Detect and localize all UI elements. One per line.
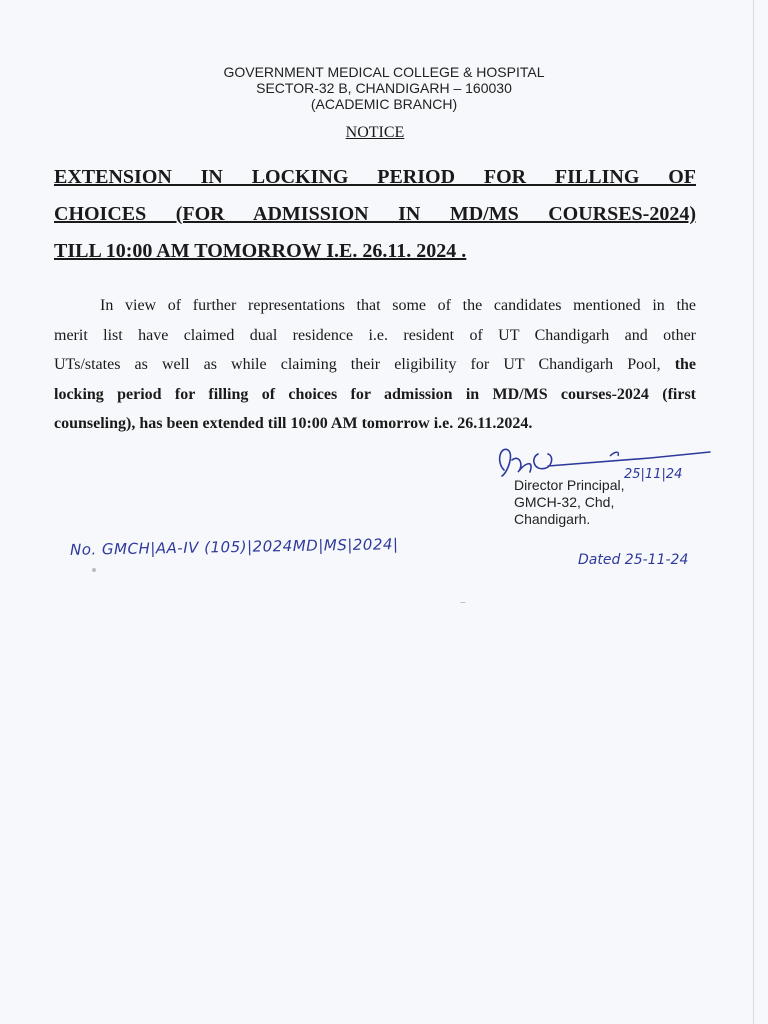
handwritten-date: Dated 25-11-24 bbox=[578, 552, 689, 568]
body-line-3-text: UTs/states as well as while claiming their eligibility for UT Chandigarh Pool, bbox=[54, 356, 661, 373]
title-line-3: TILL 10:00 AM TOMORROW I.E. 26.11. 2024 . bbox=[54, 240, 467, 262]
signatory-office: GMCH-32, Chd, bbox=[514, 494, 615, 510]
title-line-2: CHOICES (FOR ADMISSION IN MD/MS COURSES-2024) bbox=[54, 203, 696, 225]
signature-date: 25|11|24 bbox=[624, 467, 683, 482]
title-line-1: EXTENSION IN LOCKING PERIOD FOR FILLING OF bbox=[54, 166, 696, 188]
page-edge bbox=[753, 0, 754, 1024]
signatory-city: Chandigarh. bbox=[514, 511, 591, 527]
paper-speck bbox=[92, 568, 96, 572]
notice-heading: NOTICE bbox=[345, 124, 405, 141]
body-line-5: counseling), has been extended till 10:00 AM tomorrow i.e. 26.11.2024. bbox=[54, 415, 533, 432]
body-line-4: locking period for filling of choices for admission in MD/MS courses-2024 (first bbox=[54, 386, 696, 403]
body-line-2: merit list have claimed dual residence i.e. resident of UT Chandigarh and other bbox=[54, 327, 696, 344]
handwritten-reference-number: No. GMCH|AA-IV (105)|2024MD|MS|2024| bbox=[69, 535, 399, 559]
body-line-3 bbox=[54, 355, 696, 375]
signatory-title: Director Principal, bbox=[514, 477, 625, 493]
branch-name: (ACADEMIC BRANCH) bbox=[310, 96, 458, 112]
institution-address: SECTOR-32 B, CHANDIGARH – 160030 bbox=[256, 80, 512, 96]
body-line-1: In view of further representations that some of the candidates mentioned in the bbox=[100, 297, 696, 314]
institution-name: GOVERNMENT MEDICAL COLLEGE & HOSPITAL bbox=[223, 64, 545, 80]
paper-speck bbox=[460, 602, 466, 603]
body-line-3-bold: the bbox=[674, 356, 697, 373]
